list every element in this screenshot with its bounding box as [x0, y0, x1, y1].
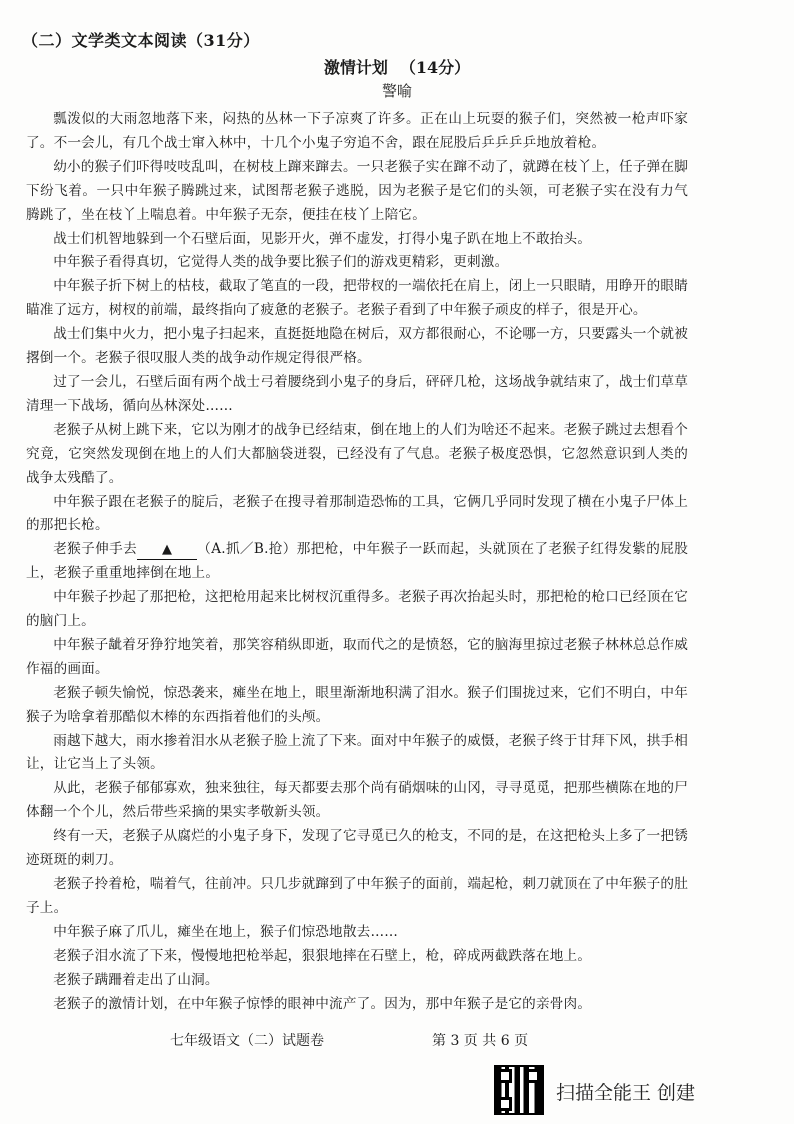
paragraph-2: 幼小的猴子们吓得吱吱乱叫，在树枝上蹿来蹿去。一只老猴子实在蹿不动了，就蹲在枝丫上，任子弹在脚下纷飞着。一只中年猴子腾跳过来，试图帮老猴子逃脱，因为老猴子是它们的头领，可老猴子实在没有力气腾跳了，坐在枝丫上喘息着。中年猴子无奈，便挂在枝丫上陪它。 — [26, 158, 688, 223]
paragraph-17: 老猴子拎着枪，喘着气，往前冲。只几步就蹿到了中年猴子的面前，端起枪，刺刀就顶在了中年猴子的肚子上。 — [26, 876, 688, 916]
qr-finder-icon — [498, 1097, 512, 1111]
paragraph-1: 瓢泼似的大雨忽地落下来，闷热的丛林一下子凉爽了许多。正在山上玩耍的猴子们，突然被一枪声吓家了。不一会儿，有几个战士窜入林中，十几个小鬼子穷追不舍，跟在屁股后乒乒乒乒地放着枪。 — [26, 111, 688, 151]
page-number: 第 3 页 共 6 页 — [432, 1033, 529, 1049]
blank-after-text: 那把枪，中年猴子一跃而起，头就顶在了老猴子红得发紫的屁股上，老猴子重重地摔倒在地上。 — [26, 541, 688, 582]
story-score: （14分） — [399, 58, 471, 77]
paragraph-6: 战士们集中火力，把小鬼子扫起来，直挺挺地隐在树后，双方都很耐心，不论哪一方，只要露头一个就被撂倒一个。老猴子很叹服人类的战争动作规定得很严格。 — [26, 326, 688, 367]
story-title — [0, 55, 794, 78]
scanner-watermark: 扫描全能王 创建 — [556, 1082, 696, 1104]
triangle-marker-icon: ▲ — [161, 542, 173, 558]
paragraph-9: 中年猴子跟在老猴子的腚后，老猴子在搜寻着那制造恐怖的工具，它俩几乎同时发现了横在小鬼子尸体上的那把长枪。 — [26, 493, 688, 534]
paragraph-7: 过了一会儿，石壁后面有两个战士弓着腰绕到小鬼子的身后，砰砰几枪，这场战争就结束了，战士们草草清理一下战场，循向丛林深处…… — [26, 373, 688, 414]
paragraph-blank-question — [26, 538, 688, 586]
paragraph-19: 老猴子泪水流了下来，慢慢地把枪举起，狠狠地摔在石壁上，枪，碎成两截跌落在地上。 — [53, 947, 592, 964]
paragraph-15: 从此，老猴子郁郁寡欢，独来独往，每天都要去那个尚有硝烟味的山冈，寻寻觅觅，把那些横陈在地的尸体翻一个个儿，然后带些采摘的果实孝敬新头领。 — [26, 780, 688, 821]
paragraph-21: 老猴子的激情计划，在中年猴子惊悸的眼神中流产了。因为，那中年猴子是它的亲骨肉。 — [53, 995, 592, 1012]
section-heading: （二）文学类文本阅读（31分） — [22, 31, 260, 50]
paragraph-16: 终有一天，老猴子从腐烂的小鬼子身下，发现了它寻觅已久的枪支，不同的是，在这把枪头上多了一把锈迹斑斑的刺刀。 — [26, 828, 688, 869]
qr-code-icon — [494, 1065, 544, 1115]
paragraph-4: 中年猴子看得真切，它觉得人类的战争要比猴子们的游戏更精彩，更刺激。 — [53, 254, 509, 271]
story-body — [26, 108, 688, 1016]
answer-blank[interactable] — [137, 540, 197, 560]
story-title-text: 激情计划 — [323, 58, 388, 77]
blank-before-text: 老猴子伸手去 — [53, 541, 138, 558]
paragraph-8: 老猴子从树上跳下来，它以为刚才的战争已经结束，倒在地上的人们为啥还不起来。老猴子跳过去想看个究竟，它突然发现倒在地上的人们大都脑袋迸裂，已经没有了气息。老猴子极度恐惧，它忽然意识到人类的战争太残酷了。 — [26, 421, 688, 486]
paragraph-13: 老猴子顿失愉悦，惊恐袭来，瘫坐在地上，眼里渐渐地积满了泪水。猴子们围拢过来，它们不明白，中年猴子为啥拿着那酷似木棒的东西指着他们的头颅。 — [26, 684, 688, 725]
paragraph-11: 中年猴子抄起了那把枪，这把枪用起来比树杈沉重得多。老猴子再次抬起头时，那把枪的枪口已经顶在它的脑门上。 — [26, 589, 688, 630]
paragraph-18: 中年猴子麻了爪儿，瘫坐在地上，猴子们惊恐地散去…… — [53, 923, 399, 940]
story-author: 警喻 — [381, 82, 412, 100]
paragraph-12: 中年猴子龇着牙狰狞地笑着，那笑容稍纵即逝，取而代之的是愤怒，它的脑海里掠过老猴子林林总总作威作福的画面。 — [26, 636, 688, 677]
paragraph-20: 老猴子蹒跚着走出了山洞。 — [53, 971, 219, 988]
exam-name: 七年级语文（二）试题卷 — [170, 1033, 324, 1049]
paragraph-14: 雨越下越大，雨水掺着泪水从老猴子脸上流了下来。面对中年猴子的威慑，老猴子终于甘拜下风，拱手相让，让它当上了头领。 — [26, 732, 688, 773]
paragraph-5: 中年猴子折下树上的枯枝，截取了笔直的一段，把带杈的一端依托在肩上，闭上一只眼睛，用睁开的眼睛瞄准了远方，树杈的前端，最终指向了疲惫的老猴子。老猴子看到了中年猴子顽皮的样子，很是开心。 — [26, 278, 688, 319]
blank-options: （A.抓／B.抢） — [197, 541, 297, 558]
paragraph-3: 战士们机智地躲到一个石壁后面，见影开火，弹不虚发，打得小鬼子趴在地上不敢抬头。 — [53, 230, 592, 247]
